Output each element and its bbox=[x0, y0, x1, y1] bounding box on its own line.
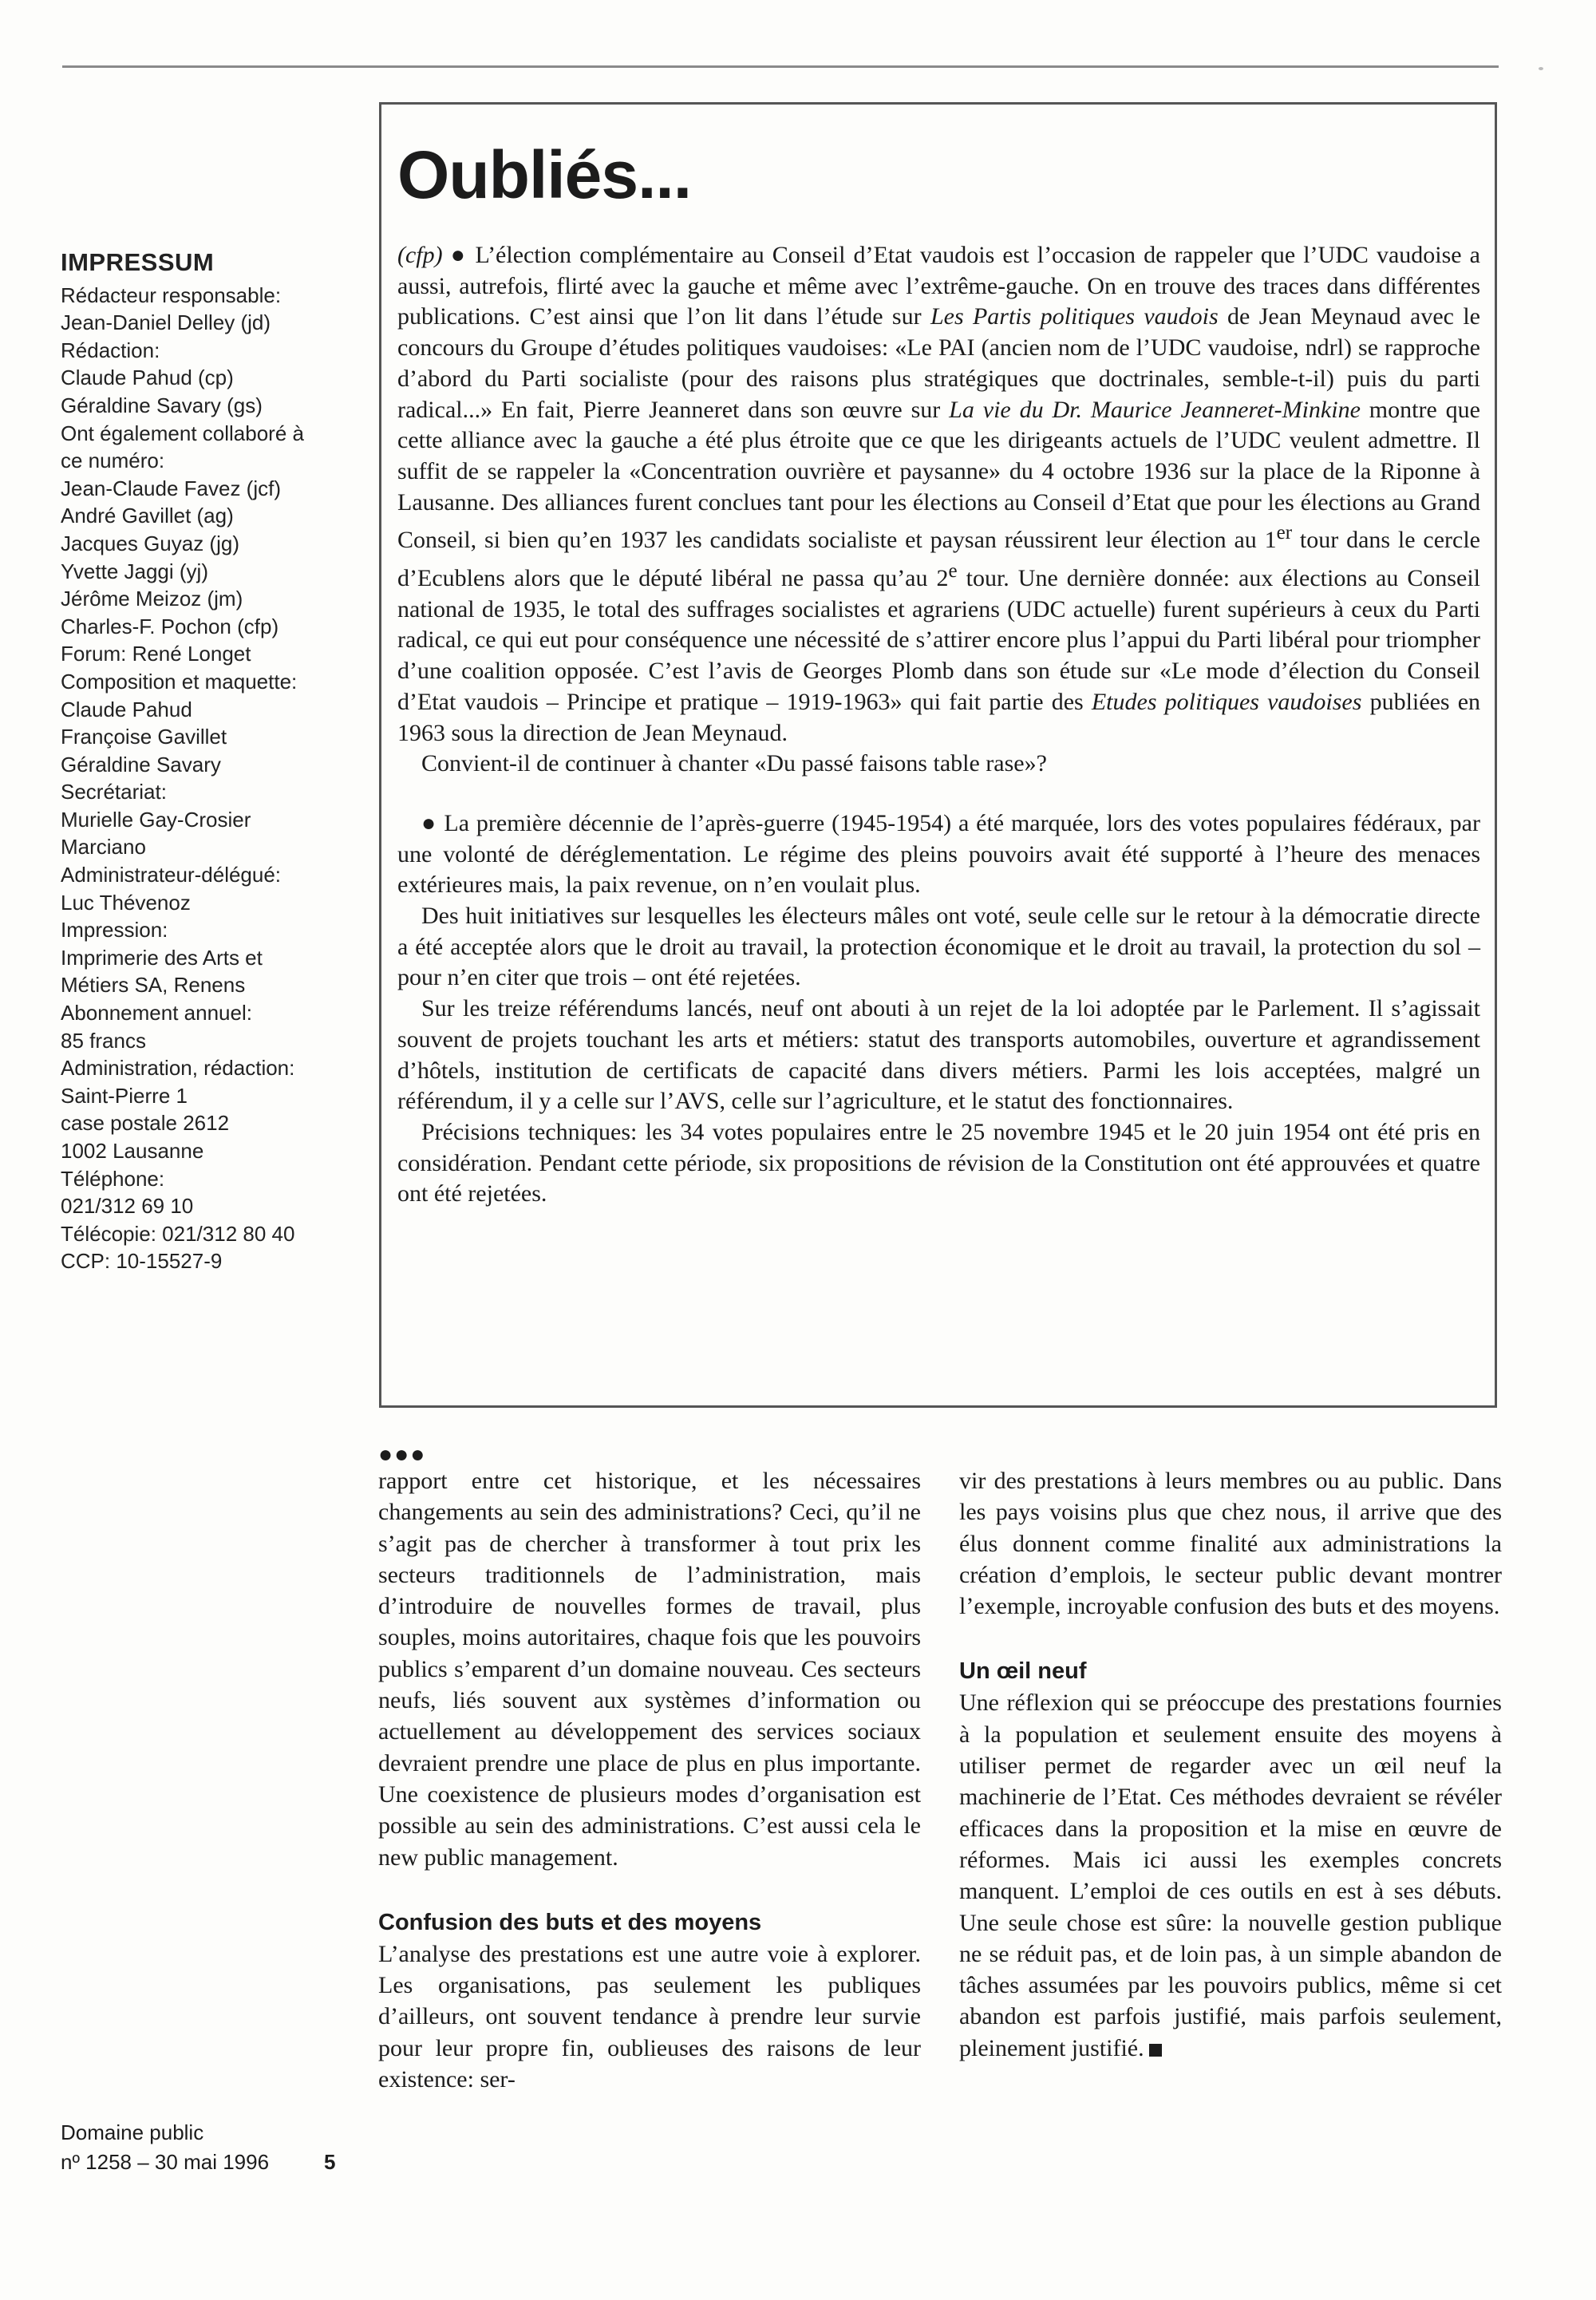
end-mark-icon bbox=[1149, 2044, 1162, 2057]
book-title: Les Partis politiques vaudois bbox=[930, 303, 1219, 330]
impressum-line: Jacques Guyaz (jg) bbox=[61, 531, 239, 555]
impressum-line: Téléphone: bbox=[61, 1166, 165, 1191]
impressum-line: Rédacteur responsable: bbox=[61, 283, 282, 307]
impressum-line: Administrateur-délégué: bbox=[61, 863, 282, 887]
impressum-line: Charles-F. Pochon (cfp) bbox=[61, 614, 279, 638]
bullet-icon: ● bbox=[421, 809, 437, 836]
column-paragraph: Une réflexion qui se préoccupe des prestations fournies à la population et seulement ensuite des moyens à utiliser permet de regarder avec un œil neuf la machinerie de l’Etat. Ces méthodes devraient se révéler efficaces dans la proposition et la mise en œuvre de réformes. Mais ici aussi les exemples concrets manquent. L’emploi de ces outils en est à ses débuts. Une seule chose est sûre: la nouvelle gestion publique ne se réduit pas, et de loin pas, à un simple abandon de tâches assumées par les pouvoirs publics, même si cet abandon est parfois justifié, mais parfois seulement, pleinement justifié. bbox=[959, 1689, 1502, 2061]
impressum-line: Ont également collaboré à bbox=[61, 421, 304, 445]
impressum-line: Secrétariat: bbox=[61, 780, 167, 804]
column-paragraph: vir des prestations à leurs membres ou au public. Dans les pays voisins plus que chez nous, il arrive que des élus donnent comme finalité aux administrations la création d’emplois, le secteur public devant montrer l’exemple, incroyable confusion des buts et des moyens. bbox=[959, 1468, 1502, 1620]
right-column bbox=[959, 1465, 1502, 2064]
footer bbox=[61, 2118, 348, 2177]
article-paragraph-3: ● La première décennie de l’après-guerre (1945-1954) a été marquée, lors des votes populaires fédéraux, par une volonté de déréglementation. Le régime des pleins pouvoirs avait été supporté à l’heure des menaces extérieures mais, la paix revenue, on n’en voulait plus. bbox=[397, 809, 1480, 899]
impressum-line: Françoise Gavillet bbox=[61, 725, 227, 749]
byline: (cfp) bbox=[397, 242, 443, 268]
book-title: Etudes politiques vaudoises bbox=[1091, 688, 1362, 715]
column-paragraph: rapport entre cet historique, et les nécessaires changements au sein des administrations? Ceci, qu’il ne s’agit pas de chercher à transformer à tout prix les secteurs traditionnels de l’administration, mais d’introduire de nouvelles formes de travail, plus souples, moins autoritaires, chaque fois que les pouvoirs publics s’emparent d’un domaine nouveau. Ces secteurs neufs, liés souvent aux systèmes d’information ou actuellement au développement des services sociaux devraient prendre une place de plus en plus importante. Une coexistence de plusieurs modes d’organisation est possible au sein des administrations. C’est aussi cela le new public management. bbox=[378, 1468, 921, 1871]
scan-speck bbox=[1539, 67, 1543, 70]
impressum-line: Géraldine Savary bbox=[61, 752, 221, 777]
page-number: 5 bbox=[324, 2150, 336, 2174]
impressum-line: Télécopie: 021/312 80 40 bbox=[61, 1221, 295, 1246]
impressum-line: Jean-Daniel Delley (jd) bbox=[61, 310, 271, 335]
impressum-line: Géraldine Savary (gs) bbox=[61, 393, 263, 417]
bullet-icon: ● bbox=[450, 242, 468, 268]
impressum-line: case postale 2612 bbox=[61, 1111, 230, 1136]
impressum-line: Jean-Claude Favez (jcf) bbox=[61, 476, 281, 500]
impressum-line: Administration, rédaction: bbox=[61, 1056, 295, 1081]
impressum-line: Impression: bbox=[61, 918, 168, 943]
impressum-line: Saint-Pierre 1 bbox=[61, 1083, 188, 1108]
article-paragraph-4: Des huit initiatives sur lesquelles les électeurs mâles ont voté, seule celle sur le retour à la démocratie directe a été acceptée alors que le droit au travail, la protection économique et le droit au travail, la protection du sol – pour n’en citer que trois – ont été rejetées. bbox=[397, 903, 1480, 991]
impressum-line: Métiers SA, Renens bbox=[61, 973, 246, 998]
article-paragraph-2: Convient-il de continuer à chanter «Du passé faisons table rase»? bbox=[421, 750, 1047, 777]
impressum-line: Composition et maquette: bbox=[61, 669, 298, 694]
top-rule bbox=[62, 65, 1499, 68]
impressum-line: Claude Pahud (cp) bbox=[61, 366, 234, 390]
impressum-line: Claude Pahud bbox=[61, 697, 192, 721]
impressum-line: Forum: René Longet bbox=[61, 642, 251, 666]
continuation-mark: ●●● bbox=[378, 1441, 427, 1468]
article-box bbox=[379, 102, 1497, 1408]
impressum-line: Jérôme Meizoz (jm) bbox=[61, 587, 243, 611]
section-heading: Confusion des buts et des moyens bbox=[378, 1909, 762, 1935]
impressum bbox=[61, 249, 348, 1275]
impressum-line: 85 francs bbox=[61, 1028, 146, 1053]
impressum-line: Abonnement annuel: bbox=[61, 1001, 252, 1026]
impressum-lines bbox=[61, 282, 348, 1275]
article-paragraph-1: (cfp) ● L’élection complémentaire au Conseil d’Etat vaudois est l’occasion de rappeler que l’UDC vaudoise a aussi, autrefois, flirté avec la gauche et même avec l’extrême-gauche. On en trouve des traces dans différentes publications. C’est ainsi que l’on lit dans l’étude sur Les Partis politiques vaudois de Jean Meynaud avec le concours du Groupe d’études politiques vaudoises: «Le PAI (ancien nom de l’UDC vaudoise, ndrl) se rapproche d’abord du Parti socialiste (pour des raisons plus stratégiques que doctrinales, semble-t-il) puis du parti radical...» En fait, Pierre Jeanneret dans son œuvre sur La vie du Dr. Maurice Jeanneret-Minkine montre que cette alliance avec la gauche a été plus étroite que ce que les dirigeants actuels de l’UDC veulent admettre. Il suffit de se rappeler la «Concentration ouvrière et paysanne» du 4 octobre 1936 sur la place de la Riponne à Lausanne. Des alliances furent conclues tant pour les élections au Conseil d’Etat que pour les élections au Grand Conseil, si bien qu’en 1937 les candidats socialiste et paysan réussirent leur élection au 1er tour dans le cercle d’Ecublens alors que le député libéral ne passa qu’au 2e tour. Une dernière donnée: aux élections au Conseil national de 1935, le total des suffrages socialistes et agrariens (UDC actuelle) furent supérieurs à ceux du Parti radical, ce qui eut pour conséquence une nécessité de s’attirer encore plus l’appui du Parti libéral pour triompher d’une coalition opposée. C’est l’avis de Georges Plomb dans son étude sur «Le mode d’élection du Conseil d’Etat vaudois – Principe et pratique – 1919-1963» qui fait partie des Etudes politiques vaudoises publiées en 1963 sous la direction de Jean Meynaud. bbox=[397, 242, 1481, 746]
impressum-line: 1002 Lausanne bbox=[61, 1139, 204, 1163]
impressum-line: Marciano bbox=[61, 835, 146, 860]
impressum-title: IMPRESSUM bbox=[61, 248, 215, 276]
article-paragraph-5: Sur les treize référendums lancés, neuf ont abouti à un rejet de la loi adoptée par le Parlement. Il s’agissait souvent de projets touchant les arts et métiers: statut des transports automobiles, ouverture et agrandissement d’hôtels, institution de certificats de capacité dans divers métiers. Parmi les lois acceptées, malgré un référendum, il y a celle sur l’AVS, celle sur l’agriculture, et le statut des fonctionnaires. bbox=[397, 995, 1480, 1115]
impressum-line: 021/312 69 10 bbox=[61, 1194, 194, 1219]
issue-line: nº 1258 – 30 mai 1996 bbox=[61, 2150, 270, 2174]
publication-name: Domaine public bbox=[61, 2120, 204, 2144]
impressum-line: Luc Thévenoz bbox=[61, 890, 191, 915]
impressum-line: ce numéro: bbox=[61, 449, 165, 473]
impressum-line: CCP: 10-15527-9 bbox=[61, 1249, 223, 1274]
impressum-line: André Gavillet (ag) bbox=[61, 504, 234, 528]
left-column bbox=[378, 1465, 921, 2095]
impressum-line: Yvette Jaggi (yj) bbox=[61, 559, 208, 583]
article-title: Oubliés... bbox=[397, 137, 692, 212]
impressum-line: Rédaction: bbox=[61, 338, 160, 362]
book-title: La vie du Dr. Maurice Jeanneret-Minkine bbox=[949, 396, 1361, 423]
article-paragraph-6: Précisions techniques: les 34 votes populaires entre le 25 novembre 1945 et le 20 juin 1954 ont été pris en considération. Pendant cette période, six propositions de révision de la Constitution ont été approuvées et quatre ont été rejetées. bbox=[397, 1118, 1480, 1207]
impressum-line: Imprimerie des Arts et bbox=[61, 945, 263, 970]
column-paragraph: L’analyse des prestations est une autre voie à explorer. Les organisations, pas seulement les publiques d’ailleurs, ont souvent tendance à prendre leur survie pour leur propre fin, oublieuses des raisons de leur existence: ser- bbox=[378, 1940, 921, 2093]
section-heading: Un œil neuf bbox=[959, 1658, 1087, 1685]
impressum-line: Murielle Gay-Crosier bbox=[61, 807, 251, 832]
